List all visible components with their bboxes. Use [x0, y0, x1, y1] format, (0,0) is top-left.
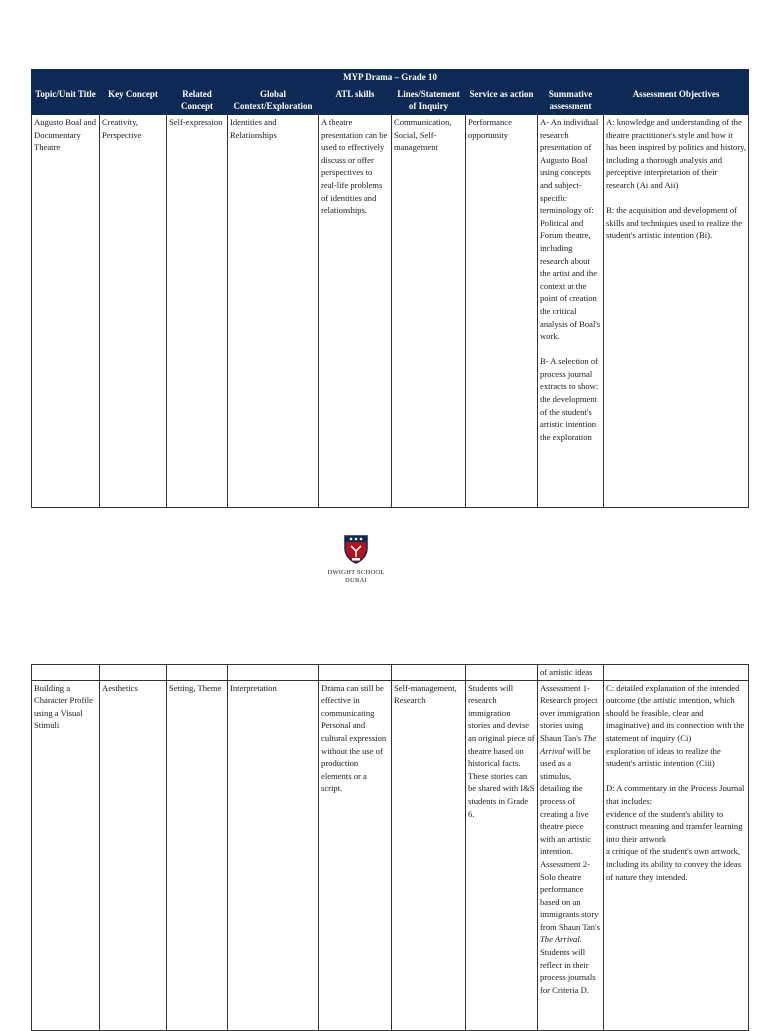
objective-c: C: detailed explanation of the intended outcome (the artistic intention, which should be feasible, clear and imaginative) and its connection with the statement of inquiry (Ci) [606, 682, 745, 743]
cell-related-concept: Self-expression [167, 115, 228, 508]
summative-2: Assessment 2- Solo theatre performance based on an immigrants story from Shaun Tan's The Arrival. Students will reflect in their process journals for Criteria D. [540, 858, 600, 995]
table-row [32, 115, 749, 508]
cell-inquiry: Self-management, Research [392, 680, 466, 1030]
header-topic: Topic/Unit Title [32, 86, 100, 115]
header-inquiry: Lines/Statement of Inquiry [392, 86, 466, 115]
table-row [32, 680, 749, 1030]
summative-1: Assessment 1- Research project over immigration stories using Shaun Tan's The Arrival will be used as a stimulus, detailing the process of creating a live theatre piece with an artistic intention. [540, 682, 600, 857]
school-logo [326, 534, 386, 584]
cell-key-concept: Aesthetics [100, 680, 167, 1030]
objective-d: D: A commentary in the Process Journal that includes: [606, 783, 745, 806]
cell-summative [538, 115, 604, 508]
objective-a: A: knowledge and understanding of the theatre practitioner's style and how it has been inspired by politics and history, including a thorough analysis and perceptive interpretation of their research (Ai and Aii) [606, 117, 747, 190]
cell-global-context: Identities and Relationships [228, 115, 319, 508]
objective-c2: exploration of ideas to realize the student's artistic intention (Ciii) [606, 745, 721, 769]
cell-summative [538, 680, 604, 1030]
curriculum-table-1 [31, 69, 749, 508]
header-service: Service as action [466, 86, 538, 115]
summative-b: B- A selection of process journal extracts to show: [540, 356, 599, 392]
summative-a2: the critical analysis of Boal's work. [540, 305, 601, 342]
objective-d3: a critique of the student's own artwork, including its ability to convey the ideas of nature they intended. [606, 846, 742, 882]
summative-b2: the development of the student's artistic intention [540, 394, 598, 430]
cell-related-concept: Setting, Theme [167, 680, 228, 1030]
cell-continuation: of artistic ideas [538, 665, 604, 681]
cell-topic: Augusto Boal and Documentary Theatre [32, 115, 100, 508]
school-location: DUBAI [345, 576, 367, 584]
cell-topic: Building a Character Profile using a Visual Stimuli [32, 680, 100, 1030]
header-atl-skills: ATL skills [319, 86, 392, 115]
school-crest-icon [343, 534, 369, 564]
header-summative: Summative assessment [538, 86, 604, 115]
objective-b: B: the acquisition and development of skills and techniques used to realize the student's artistic intention (Bi). [606, 205, 743, 241]
cell-atl: A theatre presentation can be used to effectively discuss or offer perspectives to real-life problems of identities and relationships. [319, 115, 392, 508]
header-related-concept: Related Concept [167, 86, 228, 115]
header-global-context: Global Context/Exploration [228, 86, 319, 115]
cell-atl: Drama can still be effective in communicating Personal and cultural expression without the use of production elements or a script. [319, 680, 392, 1030]
cell-service: Students will research immigration stories and devise an original piece of theatre based on historical facts. These stories can be shared with I&S students in Grade 6. [466, 680, 538, 1030]
cell-global-context: Interpretation [228, 680, 319, 1030]
table-title: MYP Drama – Grade 10 [32, 70, 749, 86]
continuation-row [32, 665, 749, 681]
cell-objectives [604, 115, 749, 508]
school-name: DWIGHT SCHOOL [327, 569, 385, 576]
summative-a: A- An individual research presentation of Augusto Boal using concepts and subject-specific terminology of: Political and Forum theatre, including research about the artist and the context at the point of creation [540, 117, 599, 304]
cell-inquiry: Communication, Social, Self-management [392, 115, 466, 508]
header-key-concept: Key Concept [100, 86, 167, 115]
cell-key-concept: Creativity, Perspective [100, 115, 167, 508]
cell-service: Performance opportunity [466, 115, 538, 508]
summative-b3: the exploration [540, 431, 592, 442]
curriculum-table-2 [31, 664, 749, 1031]
cell-objectives [604, 680, 749, 1030]
header-objectives: Assessment Objectives [604, 86, 749, 115]
objective-d2: evidence of the student's ability to construct meaning and transfer learning into their artwork [606, 808, 743, 844]
